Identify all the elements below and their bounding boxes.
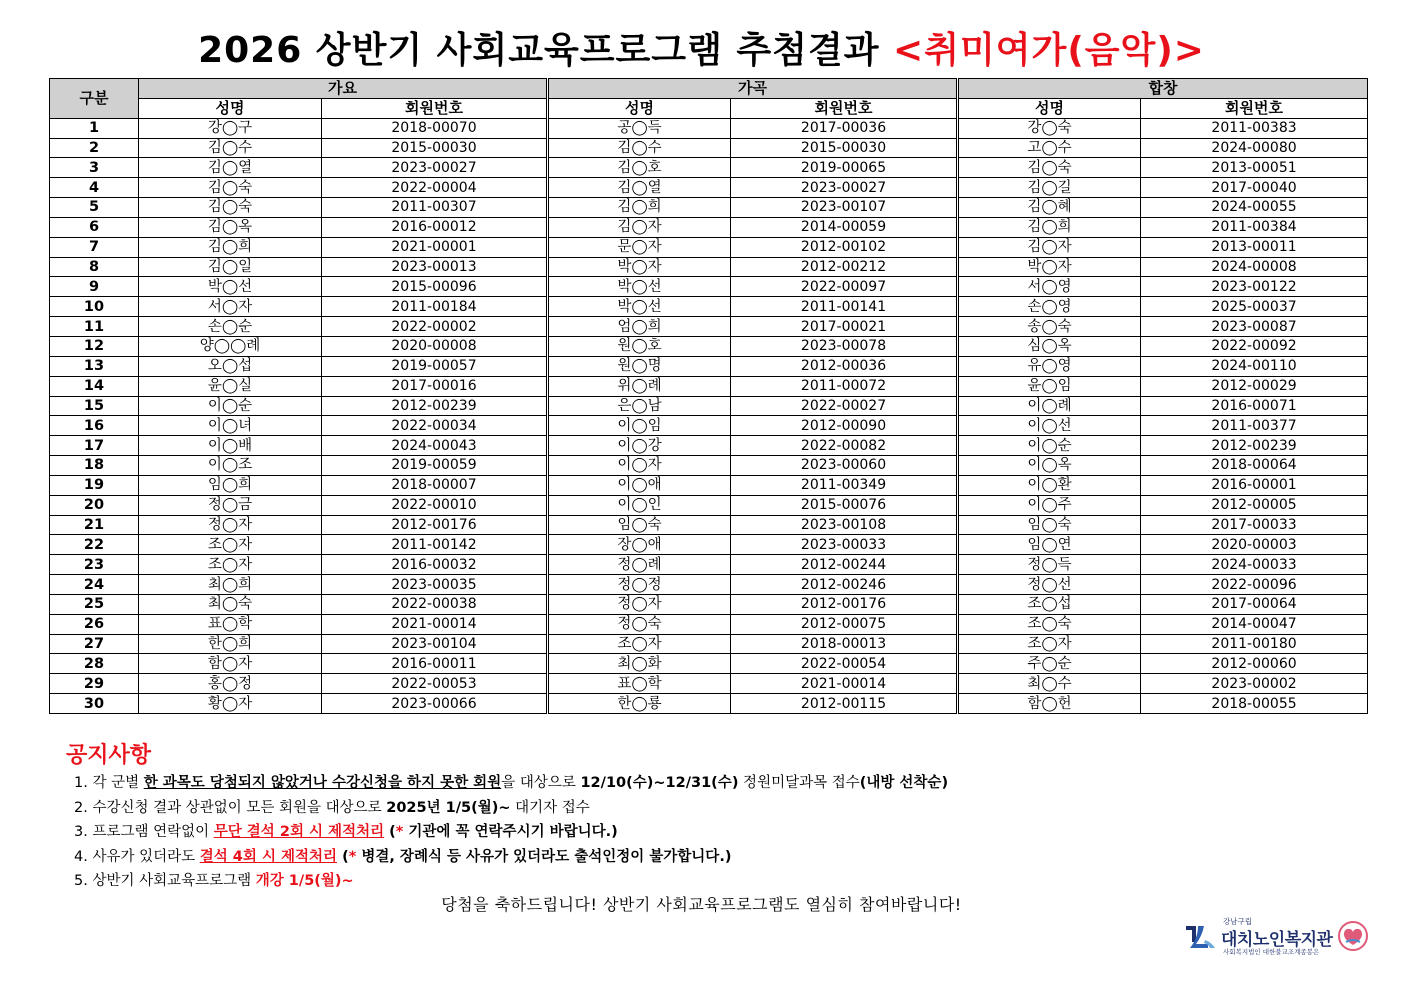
notice-item [66, 869, 1266, 894]
member-name-cell: 박◯선 [548, 277, 731, 297]
member-name-cell: 임◯희 [139, 475, 322, 495]
member-number-cell: 2011-00180 [1141, 634, 1368, 654]
member-name-cell: 정◯자 [548, 594, 731, 614]
member-number-cell: 2016-00012 [322, 217, 548, 237]
row-number: 9 [50, 277, 139, 297]
member-name-cell: 이◯옥 [958, 456, 1141, 476]
row-number: 21 [50, 515, 139, 535]
member-number-cell: 2012-00239 [322, 396, 548, 416]
table-row [50, 158, 1368, 178]
member-number-cell: 2018-00007 [322, 475, 548, 495]
notice-text: 프로그램 연락없이 [92, 824, 214, 840]
row-number: 5 [50, 198, 139, 218]
row-number: 1 [50, 118, 139, 138]
member-name-cell: 김◯희 [139, 237, 322, 257]
member-number-cell: 2016-00032 [322, 555, 548, 575]
row-number: 4 [50, 178, 139, 198]
member-name-cell: 송◯숙 [958, 317, 1141, 337]
member-number-cell: 2012-00176 [322, 515, 548, 535]
table-row [50, 456, 1368, 476]
notice-text: 병결, 장례식 등 사유가 있더라도 출석인정이 불가합니다.) [356, 848, 732, 865]
row-number: 27 [50, 634, 139, 654]
member-number-cell: 2023-00087 [1141, 317, 1368, 337]
member-name-cell: 최◯화 [548, 654, 731, 674]
member-number-cell: 2023-00078 [731, 336, 958, 356]
member-name-cell: 엄◯희 [548, 317, 731, 337]
member-name-cell: 홍◯정 [139, 674, 322, 694]
row-number: 24 [50, 575, 139, 595]
logo-mark-icon [1183, 920, 1217, 952]
member-name-cell: 임◯숙 [548, 515, 731, 535]
member-number-cell: 2022-00004 [322, 178, 548, 198]
member-no-header: 회원번호 [322, 98, 548, 118]
member-number-cell: 2023-00027 [731, 178, 958, 198]
table-row [50, 654, 1368, 674]
member-number-cell: 2017-00040 [1141, 178, 1368, 198]
page-title [0, 22, 1403, 73]
member-number-cell: 2012-00239 [1141, 436, 1368, 456]
member-number-cell: 2023-00002 [1141, 674, 1368, 694]
member-name-cell: 정◯정 [548, 575, 731, 595]
logo-sub-text: 사회복지법인 대한불교조계종봉은 [1223, 948, 1320, 956]
table-row [50, 594, 1368, 614]
member-name-cell: 양◯◯례 [139, 336, 322, 356]
member-number-cell: 2017-00064 [1141, 594, 1368, 614]
member-no-header: 회원번호 [1141, 98, 1368, 118]
member-name-cell: 김◯호 [548, 158, 731, 178]
member-name-cell: 김◯자 [548, 217, 731, 237]
notice-number: 5. [74, 873, 88, 889]
table-row [50, 237, 1368, 257]
group-header-gayo: 가요 [139, 79, 548, 99]
row-number: 13 [50, 356, 139, 376]
member-name-cell: 최◯희 [139, 575, 322, 595]
member-number-cell: 2018-00070 [322, 118, 548, 138]
member-name-cell: 박◯자 [548, 257, 731, 277]
member-number-cell: 2023-00104 [322, 634, 548, 654]
member-number-cell: 2017-00016 [322, 376, 548, 396]
member-number-cell: 2012-00029 [1141, 376, 1368, 396]
member-name-cell: 김◯숙 [958, 158, 1141, 178]
member-number-cell: 2016-00071 [1141, 396, 1368, 416]
logo-small-text: 강남구립 [1223, 917, 1252, 926]
row-number: 22 [50, 535, 139, 555]
member-number-cell: 2012-00102 [731, 237, 958, 257]
member-name-cell: 정◯득 [958, 555, 1141, 575]
table-row [50, 396, 1368, 416]
row-number: 3 [50, 158, 139, 178]
member-name-cell: 장◯애 [548, 535, 731, 555]
member-number-cell: 2024-00080 [1141, 138, 1368, 158]
member-name-cell: 최◯수 [958, 674, 1141, 694]
notice-asterisk: * [348, 848, 357, 865]
member-number-cell: 2022-00092 [1141, 336, 1368, 356]
member-name-cell: 박◯자 [958, 257, 1141, 277]
table-row [50, 495, 1368, 515]
row-number: 28 [50, 654, 139, 674]
member-number-cell: 2021-00014 [322, 614, 548, 634]
member-number-cell: 2019-00057 [322, 356, 548, 376]
notice-text: 수강신청 결과 상관없이 모든 회원을 대상으로 [92, 799, 387, 816]
member-name-cell: 강◯구 [139, 118, 322, 138]
member-name-cell: 오◯섭 [139, 356, 322, 376]
member-number-cell: 2016-00001 [1141, 475, 1368, 495]
table-row [50, 118, 1368, 138]
member-name-cell: 김◯혜 [958, 198, 1141, 218]
table-row [50, 277, 1368, 297]
member-number-cell: 2017-00033 [1141, 515, 1368, 535]
notice-list [66, 771, 1266, 894]
member-number-cell: 2016-00011 [322, 654, 548, 674]
member-number-cell: 2022-00010 [322, 495, 548, 515]
member-number-cell: 2025-00037 [1141, 297, 1368, 317]
member-name-cell: 손◯영 [958, 297, 1141, 317]
member-name-cell: 임◯숙 [958, 515, 1141, 535]
notice-emphasis: 개강 1/5(월)~ [255, 873, 354, 889]
member-name-cell: 김◯수 [548, 138, 731, 158]
member-name-cell: 서◯자 [139, 297, 322, 317]
member-number-cell: 2012-00005 [1141, 495, 1368, 515]
member-number-cell: 2017-00036 [731, 118, 958, 138]
member-name-cell: 정◯례 [548, 555, 731, 575]
member-name-cell: 함◯헌 [958, 694, 1141, 714]
member-name-cell: 원◯명 [548, 356, 731, 376]
notice-text: 각 군별 [92, 775, 144, 791]
member-number-cell: 2018-00055 [1141, 694, 1368, 714]
member-number-cell: 2012-00060 [1141, 654, 1368, 674]
name-header: 성명 [139, 98, 322, 118]
row-number: 12 [50, 336, 139, 356]
notice-text: 대기자 접수 [510, 799, 590, 816]
member-number-cell: 2011-00142 [322, 535, 548, 555]
table-row [50, 436, 1368, 456]
member-number-cell: 2018-00064 [1141, 456, 1368, 476]
member-name-cell: 이◯배 [139, 436, 322, 456]
member-name-cell: 이◯순 [139, 396, 322, 416]
member-number-cell: 2012-00075 [731, 614, 958, 634]
member-number-cell: 2019-00065 [731, 158, 958, 178]
member-name-cell: 임◯연 [958, 535, 1141, 555]
member-name-cell: 조◯자 [139, 535, 322, 555]
member-name-cell: 윤◯임 [958, 376, 1141, 396]
table-row [50, 217, 1368, 237]
table-row [50, 674, 1368, 694]
member-name-cell: 조◯숙 [958, 614, 1141, 634]
notice-number: 2. [74, 799, 88, 816]
member-number-cell: 2024-00055 [1141, 198, 1368, 218]
member-name-cell: 김◯자 [958, 237, 1141, 257]
member-name-cell: 김◯희 [958, 217, 1141, 237]
member-name-cell: 이◯례 [958, 396, 1141, 416]
member-name-cell: 표◯학 [139, 614, 322, 634]
member-number-cell: 2022-00038 [322, 594, 548, 614]
row-number: 2 [50, 138, 139, 158]
member-name-cell: 김◯옥 [139, 217, 322, 237]
member-number-cell: 2023-00027 [322, 158, 548, 178]
member-number-cell: 2023-00108 [731, 515, 958, 535]
member-number-cell: 2011-00184 [322, 297, 548, 317]
row-number: 14 [50, 376, 139, 396]
member-name-cell: 김◯희 [548, 198, 731, 218]
group-header-choir: 합창 [958, 79, 1368, 99]
member-number-cell: 2022-00082 [731, 436, 958, 456]
member-name-cell: 김◯숙 [139, 178, 322, 198]
member-name-cell: 이◯환 [958, 475, 1141, 495]
row-number: 6 [50, 217, 139, 237]
member-number-cell: 2012-00090 [731, 416, 958, 436]
notice-number: 3. [74, 824, 88, 840]
member-name-cell: 이◯임 [548, 416, 731, 436]
notice-text: 을 대상으로 [501, 775, 581, 791]
table-row [50, 317, 1368, 337]
group-header-gagok: 가곡 [548, 79, 958, 99]
member-number-cell: 2024-00110 [1141, 356, 1368, 376]
table-row [50, 575, 1368, 595]
notice-text: ( [337, 848, 349, 865]
member-number-cell: 2011-00377 [1141, 416, 1368, 436]
member-number-cell: 2011-00384 [1141, 217, 1368, 237]
row-number: 17 [50, 436, 139, 456]
member-number-cell: 2012-00115 [731, 694, 958, 714]
member-name-cell: 유◯영 [958, 356, 1141, 376]
division-header: 구분 [50, 79, 139, 119]
title-category: <취미여가(음악)> [893, 30, 1205, 71]
row-number: 7 [50, 237, 139, 257]
table-row [50, 198, 1368, 218]
table-row [50, 178, 1368, 198]
member-name-cell: 공◯득 [548, 118, 731, 138]
row-number: 20 [50, 495, 139, 515]
member-name-cell: 이◯인 [548, 495, 731, 515]
member-name-cell: 정◯금 [139, 495, 322, 515]
member-name-cell: 이◯애 [548, 475, 731, 495]
notice-asterisk: * [395, 824, 404, 840]
row-number: 8 [50, 257, 139, 277]
member-name-cell: 김◯일 [139, 257, 322, 277]
heart-icon [1336, 920, 1370, 952]
notice-number: 1. [74, 775, 88, 791]
member-number-cell: 2021-00001 [322, 237, 548, 257]
table-row [50, 376, 1368, 396]
member-name-cell: 조◯자 [958, 634, 1141, 654]
member-name-cell: 박◯선 [548, 297, 731, 317]
member-name-cell: 문◯자 [548, 237, 731, 257]
table-row [50, 356, 1368, 376]
member-name-cell: 주◯순 [958, 654, 1141, 674]
row-number: 25 [50, 594, 139, 614]
notice-item [66, 796, 1266, 821]
member-name-cell: 원◯호 [548, 336, 731, 356]
member-number-cell: 2011-00349 [731, 475, 958, 495]
member-name-cell: 이◯자 [548, 456, 731, 476]
member-number-cell: 2022-00097 [731, 277, 958, 297]
row-number: 30 [50, 694, 139, 714]
table-row [50, 257, 1368, 277]
member-name-cell: 조◯자 [139, 555, 322, 575]
notice-text: 상반기 사회교육프로그램 [92, 873, 256, 889]
table-row [50, 475, 1368, 495]
member-number-cell: 2022-00053 [322, 674, 548, 694]
member-number-cell: 2012-00176 [731, 594, 958, 614]
member-number-cell: 2013-00011 [1141, 237, 1368, 257]
results-body [50, 118, 1368, 713]
member-number-cell: 2012-00036 [731, 356, 958, 376]
notice-emphasis: 한 과목도 당첨되지 않았거나 수강신청을 하지 못한 회원 [143, 775, 502, 791]
row-number: 29 [50, 674, 139, 694]
member-name-cell: 김◯수 [139, 138, 322, 158]
member-number-cell: 2024-00033 [1141, 555, 1368, 575]
member-number-cell: 2015-00030 [322, 138, 548, 158]
row-number: 18 [50, 456, 139, 476]
member-number-cell: 2021-00014 [731, 674, 958, 694]
member-number-cell: 2019-00059 [322, 456, 548, 476]
member-number-cell: 2023-00060 [731, 456, 958, 476]
row-number: 19 [50, 475, 139, 495]
row-number: 16 [50, 416, 139, 436]
member-number-cell: 2023-00035 [322, 575, 548, 595]
member-number-cell: 2022-00034 [322, 416, 548, 436]
member-name-cell: 김◯열 [548, 178, 731, 198]
member-number-cell: 2011-00072 [731, 376, 958, 396]
member-name-cell: 함◯자 [139, 654, 322, 674]
name-header: 성명 [548, 98, 731, 118]
member-number-cell: 2011-00141 [731, 297, 958, 317]
table-row [50, 535, 1368, 555]
table-row [50, 634, 1368, 654]
member-number-cell: 2024-00043 [322, 436, 548, 456]
member-name-cell: 이◯주 [958, 495, 1141, 515]
institution-logo [1183, 914, 1373, 958]
table-row [50, 336, 1368, 356]
member-name-cell: 박◯선 [139, 277, 322, 297]
member-number-cell: 2012-00212 [731, 257, 958, 277]
table-row [50, 694, 1368, 714]
member-number-cell: 2023-00033 [731, 535, 958, 555]
notice-emphasis: (내방 선착순) [859, 775, 949, 791]
member-name-cell: 고◯수 [958, 138, 1141, 158]
member-number-cell: 2022-00096 [1141, 575, 1368, 595]
member-name-cell: 손◯순 [139, 317, 322, 337]
notice-warning: 결석 4회 시 제적처리 [199, 848, 338, 865]
member-number-cell: 2015-00076 [731, 495, 958, 515]
member-number-cell: 2023-00066 [322, 694, 548, 714]
member-name-cell: 한◯룡 [548, 694, 731, 714]
member-name-cell: 은◯남 [548, 396, 731, 416]
member-name-cell: 서◯영 [958, 277, 1141, 297]
member-number-cell: 2011-00307 [322, 198, 548, 218]
member-number-cell: 2011-00383 [1141, 118, 1368, 138]
logo-name: 대치노인복지관 [1221, 930, 1333, 950]
member-number-cell: 2022-00027 [731, 396, 958, 416]
notice-item [66, 771, 1266, 796]
notice-warning: 무단 결석 2회 시 제적처리 [213, 824, 385, 840]
member-number-cell: 2022-00054 [731, 654, 958, 674]
member-name-cell: 정◯선 [958, 575, 1141, 595]
member-name-cell: 정◯숙 [548, 614, 731, 634]
row-number: 23 [50, 555, 139, 575]
member-name-cell: 윤◯실 [139, 376, 322, 396]
row-number: 15 [50, 396, 139, 416]
table-row [50, 416, 1368, 436]
member-number-cell: 2022-00002 [322, 317, 548, 337]
member-name-cell: 김◯열 [139, 158, 322, 178]
member-name-cell: 한◯희 [139, 634, 322, 654]
member-number-cell: 2012-00246 [731, 575, 958, 595]
member-number-cell: 2013-00051 [1141, 158, 1368, 178]
member-number-cell: 2012-00244 [731, 555, 958, 575]
member-number-cell: 2014-00059 [731, 217, 958, 237]
notice-item [66, 820, 1266, 845]
table-row [50, 297, 1368, 317]
member-name-cell: 이◯녀 [139, 416, 322, 436]
member-name-cell: 이◯조 [139, 456, 322, 476]
notice-text: 정원미달과목 접수 [738, 775, 860, 791]
member-name-cell: 김◯숙 [139, 198, 322, 218]
member-number-cell: 2023-00013 [322, 257, 548, 277]
member-name-cell: 이◯강 [548, 436, 731, 456]
member-number-cell: 2015-00030 [731, 138, 958, 158]
table-row [50, 138, 1368, 158]
member-number-cell: 2020-00008 [322, 336, 548, 356]
member-name-cell: 조◯자 [548, 634, 731, 654]
member-name-cell: 조◯섭 [958, 594, 1141, 614]
notice-section [66, 738, 1266, 894]
title-main: 2026 상반기 사회교육프로그램 추첨결과 [198, 30, 880, 71]
member-number-cell: 2023-00107 [731, 198, 958, 218]
table-row [50, 555, 1368, 575]
member-name-cell: 최◯숙 [139, 594, 322, 614]
congrats-message: 당첨을 축하드립니다! 상반기 사회교육프로그램도 열심히 참여바랍니다! [441, 895, 962, 914]
member-no-header: 회원번호 [731, 98, 958, 118]
notice-title: 공지사항 [66, 743, 152, 768]
member-number-cell: 2023-00122 [1141, 277, 1368, 297]
notice-text: ( [384, 824, 396, 840]
member-number-cell: 2018-00013 [731, 634, 958, 654]
member-number-cell: 2014-00047 [1141, 614, 1368, 634]
table-row [50, 515, 1368, 535]
row-number: 10 [50, 297, 139, 317]
notice-text: 사유가 있더라도 [92, 848, 200, 865]
notice-date: 2025년 1/5(월)~ [386, 799, 511, 816]
table-row [50, 614, 1368, 634]
row-number: 26 [50, 614, 139, 634]
member-name-cell: 이◯순 [958, 436, 1141, 456]
member-number-cell: 2020-00003 [1141, 535, 1368, 555]
member-number-cell: 2017-00021 [731, 317, 958, 337]
member-name-cell: 김◯길 [958, 178, 1141, 198]
member-number-cell: 2015-00096 [322, 277, 548, 297]
name-header: 성명 [958, 98, 1141, 118]
notice-text: 기관에 꼭 연락주시기 바랍니다.) [403, 824, 618, 840]
member-name-cell: 심◯옥 [958, 336, 1141, 356]
lottery-results-table [49, 78, 1368, 714]
row-number: 11 [50, 317, 139, 337]
member-name-cell: 표◯학 [548, 674, 731, 694]
member-name-cell: 정◯자 [139, 515, 322, 535]
member-name-cell: 위◯례 [548, 376, 731, 396]
member-name-cell: 황◯자 [139, 694, 322, 714]
notice-item [66, 845, 1266, 870]
member-number-cell: 2024-00008 [1141, 257, 1368, 277]
notice-date: 12/10(수)~12/31(수) [580, 775, 739, 791]
member-name-cell: 강◯숙 [958, 118, 1141, 138]
member-name-cell: 이◯선 [958, 416, 1141, 436]
notice-number: 4. [74, 848, 88, 865]
